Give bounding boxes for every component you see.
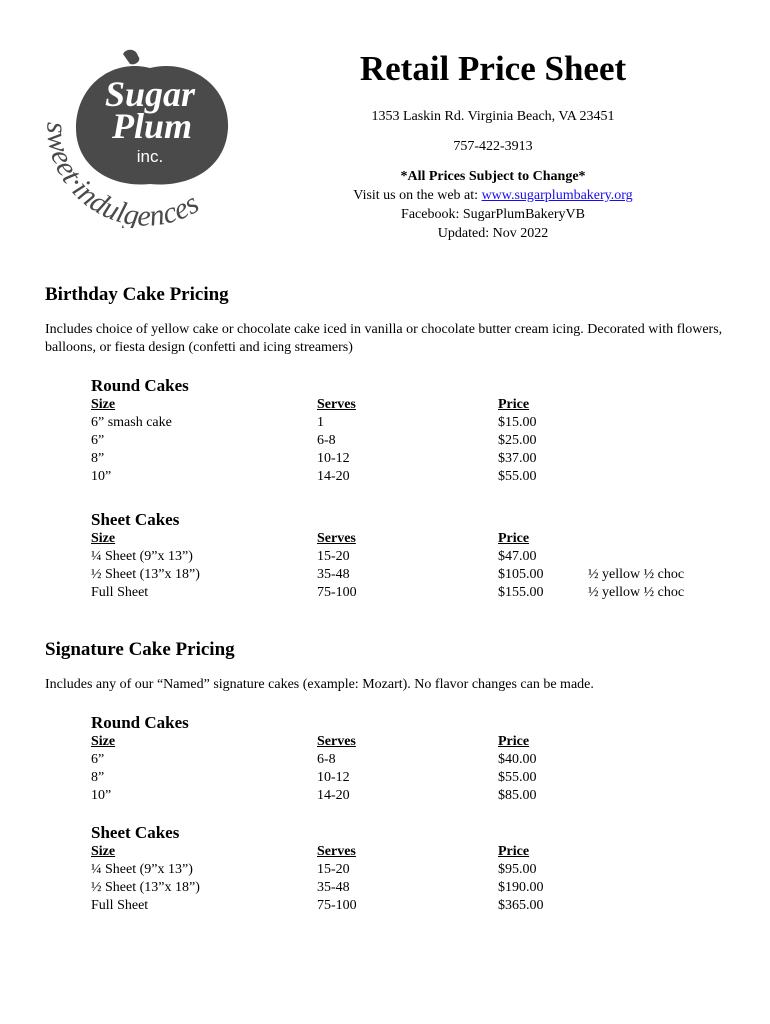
cake-size: 10” bbox=[91, 469, 112, 484]
table-header-row bbox=[91, 530, 731, 548]
cake-serves: 1 bbox=[317, 415, 324, 430]
cake-size: 6” smash cake bbox=[91, 415, 172, 430]
table-header-row bbox=[91, 843, 731, 861]
signature-description: Includes any of our “Named” signature cakes (example: Mozart). No flavor changes can be made. bbox=[45, 677, 594, 692]
birthday-round-cakes bbox=[91, 376, 731, 486]
signature-sheet-cakes bbox=[91, 823, 731, 915]
logo-graphic bbox=[40, 46, 252, 228]
updated-date: Updated: Nov 2022 bbox=[437, 226, 549, 241]
cake-serves: 6-8 bbox=[317, 433, 336, 448]
cake-size: ¼ Sheet (9”x 13”) bbox=[91, 862, 193, 877]
birthday-sheet-cakes bbox=[91, 510, 731, 602]
cake-price: $155.00 bbox=[498, 585, 544, 600]
cake-serves: 15-20 bbox=[317, 549, 350, 564]
price-column-header: Price bbox=[498, 844, 530, 859]
price-column-header: Price bbox=[498, 734, 530, 749]
facebook-line: Facebook: SugarPlumBakeryVB bbox=[401, 207, 585, 222]
bakery-phone: 757-422-3913 bbox=[453, 139, 533, 154]
cake-serves: 15-20 bbox=[317, 862, 350, 877]
table-row bbox=[91, 897, 731, 915]
birthday-section-title: Birthday Cake Pricing bbox=[45, 284, 229, 305]
cake-size: ½ Sheet (13”x 18”) bbox=[91, 880, 200, 895]
plum-stem bbox=[123, 50, 139, 65]
price-notice: *All Prices Subject to Change* bbox=[400, 169, 586, 184]
cake-price: $55.00 bbox=[498, 770, 537, 785]
signature-section-title: Signature Cake Pricing bbox=[45, 639, 235, 660]
page-header bbox=[330, 48, 656, 243]
size-column-header: Size bbox=[91, 531, 116, 546]
cake-size: Full Sheet bbox=[91, 585, 149, 600]
website-prefix: Visit us on the web at: bbox=[353, 188, 482, 203]
cake-size: ½ Sheet (13”x 18”) bbox=[91, 567, 200, 582]
cake-price: $55.00 bbox=[498, 469, 537, 484]
website-line bbox=[330, 186, 656, 205]
table-header-row bbox=[91, 733, 731, 751]
signature-round-cakes bbox=[91, 713, 731, 805]
cake-price: $15.00 bbox=[498, 415, 537, 430]
cake-price: $365.00 bbox=[498, 898, 544, 913]
price-column-header: Price bbox=[498, 531, 530, 546]
cake-serves: 14-20 bbox=[317, 788, 350, 803]
cake-size: Full Sheet bbox=[91, 898, 149, 913]
serves-column-header: Serves bbox=[317, 734, 356, 749]
cake-price: $25.00 bbox=[498, 433, 537, 448]
logo-word-inc: inc. bbox=[136, 147, 164, 166]
signature-section bbox=[45, 638, 725, 694]
logo-tagline: sweet·indulgences bbox=[40, 121, 205, 228]
table-row bbox=[91, 548, 731, 566]
sheet-cakes-heading: Sheet Cakes bbox=[91, 823, 180, 842]
cake-price: $40.00 bbox=[498, 752, 537, 767]
cake-serves: 75-100 bbox=[317, 585, 357, 600]
cake-serves: 75-100 bbox=[317, 898, 357, 913]
size-column-header: Size bbox=[91, 844, 116, 859]
cake-price: $47.00 bbox=[498, 549, 537, 564]
cake-serves: 10-12 bbox=[317, 770, 350, 785]
table-row bbox=[91, 468, 731, 486]
website-link[interactable]: www.sugarplumbakery.org bbox=[481, 188, 633, 203]
flavor-note: ½ yellow ½ choc bbox=[588, 567, 685, 582]
cake-serves: 14-20 bbox=[317, 469, 350, 484]
table-row bbox=[91, 787, 731, 805]
logo-word-plum: Plum bbox=[111, 106, 193, 146]
cake-size: 8” bbox=[91, 451, 105, 466]
sheet-cakes-heading: Sheet Cakes bbox=[91, 510, 180, 529]
round-cakes-heading: Round Cakes bbox=[91, 713, 189, 732]
cake-serves: 10-12 bbox=[317, 451, 350, 466]
sugar-plum-logo bbox=[40, 46, 252, 228]
round-cakes-heading: Round Cakes bbox=[91, 376, 189, 395]
cake-size: 6” bbox=[91, 433, 105, 448]
cake-price: $37.00 bbox=[498, 451, 537, 466]
cake-size: 10” bbox=[91, 788, 112, 803]
flavor-note: ½ yellow ½ choc bbox=[588, 585, 685, 600]
table-row bbox=[91, 450, 731, 468]
cake-serves: 6-8 bbox=[317, 752, 336, 767]
table-row bbox=[91, 432, 731, 450]
table-row bbox=[91, 879, 731, 897]
cake-price: $85.00 bbox=[498, 788, 537, 803]
cake-price: $190.00 bbox=[498, 880, 544, 895]
bakery-address: 1353 Laskin Rd. Virginia Beach, VA 23451 bbox=[371, 109, 615, 124]
serves-column-header: Serves bbox=[317, 844, 356, 859]
page-title: Retail Price Sheet bbox=[359, 49, 627, 88]
size-column-header: Size bbox=[91, 734, 116, 749]
cake-price: $95.00 bbox=[498, 862, 537, 877]
serves-column-header: Serves bbox=[317, 397, 356, 412]
table-row bbox=[91, 751, 731, 769]
cake-size: 6” bbox=[91, 752, 105, 767]
table-header-row bbox=[91, 396, 731, 414]
logo-word-sugar: Sugar bbox=[104, 74, 196, 114]
price-column-header: Price bbox=[498, 397, 530, 412]
birthday-section bbox=[45, 283, 725, 357]
cake-serves: 35-48 bbox=[317, 567, 350, 582]
serves-column-header: Serves bbox=[317, 531, 356, 546]
table-row bbox=[91, 566, 731, 584]
cake-size: 8” bbox=[91, 770, 105, 785]
birthday-description: Includes choice of yellow cake or chocolate cake iced in vanilla or chocolate butter cream icing. Decorated with flowers, balloons, or fiesta design (confetti and icing streamers) bbox=[45, 322, 723, 355]
cake-size: ¼ Sheet (9”x 13”) bbox=[91, 549, 193, 564]
size-column-header: Size bbox=[91, 397, 116, 412]
table-row bbox=[91, 584, 731, 602]
table-row bbox=[91, 769, 731, 787]
cake-price: $105.00 bbox=[498, 567, 544, 582]
table-row bbox=[91, 861, 731, 879]
table-row bbox=[91, 414, 731, 432]
cake-serves: 35-48 bbox=[317, 880, 350, 895]
